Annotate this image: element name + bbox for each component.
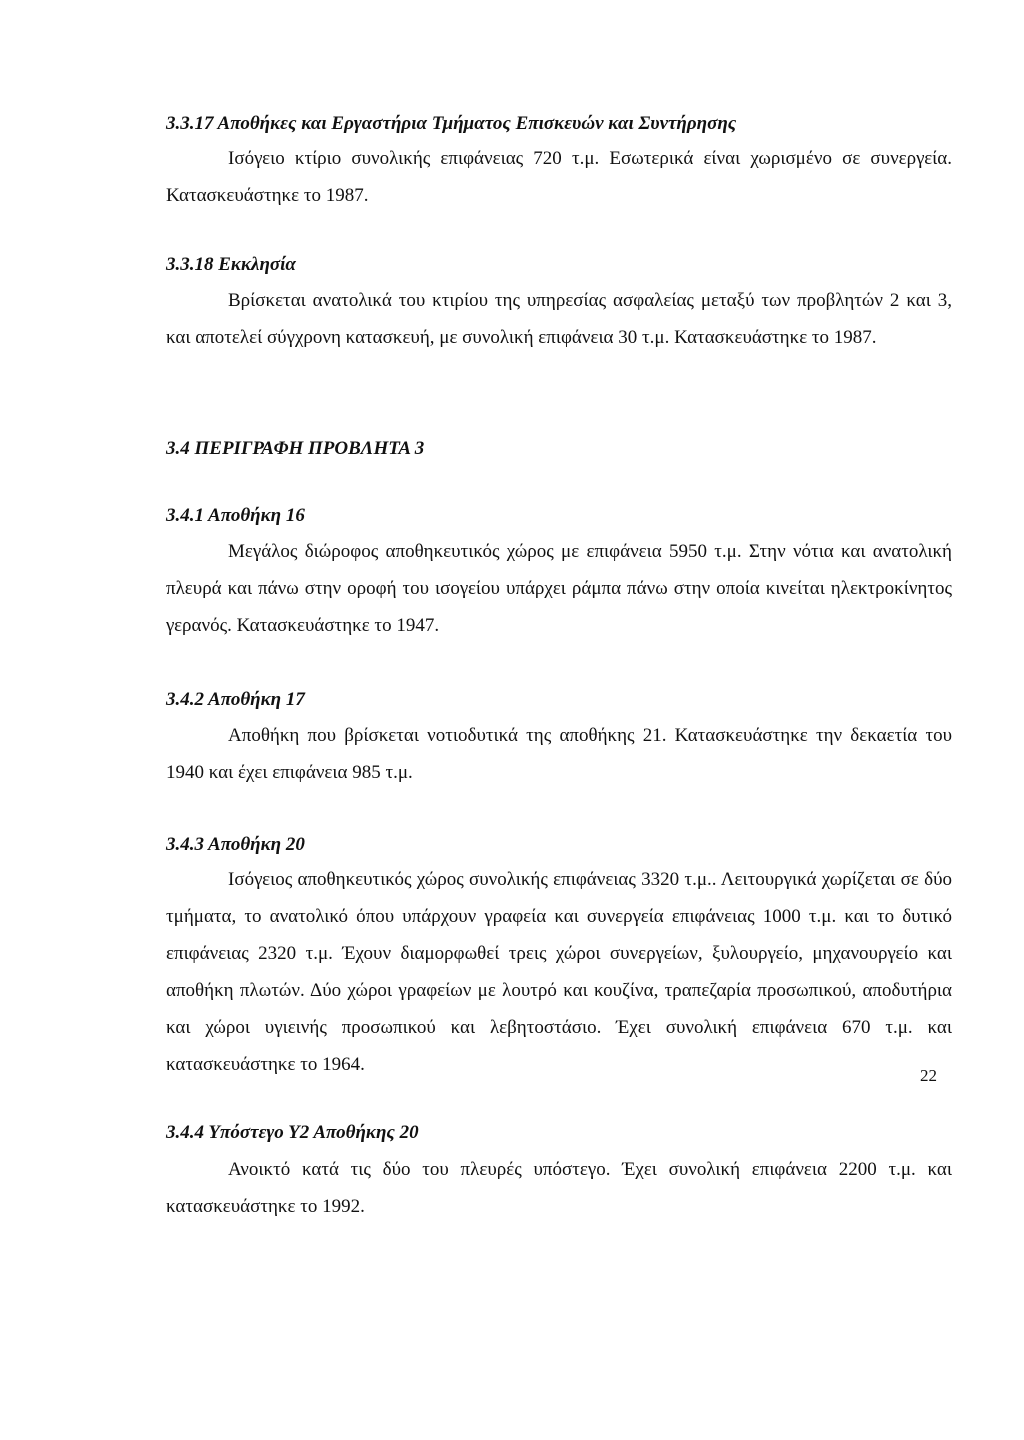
section-text-3-4-4: Ανοικτό κατά τις δύο του πλευρές υπόστεγο. Έχει συνολική επιφάνεια 2200 τ.μ. και κατασκευάστηκε το 1992. bbox=[166, 1159, 952, 1217]
section-heading-3-3-18: 3.3.18 Εκκλησία bbox=[166, 254, 296, 275]
section-heading-3-4: 3.4 ΠΕΡΙΓΡΑΦΗ ΠΡΟΒΛΗΤΑ 3 bbox=[166, 438, 425, 459]
section-heading-3-3-17: 3.3.17 Αποθήκες και Εργαστήρια Τμήματος Επισκευών και Συντήρησης bbox=[166, 113, 737, 134]
page-number: 22 bbox=[920, 1066, 937, 1085]
section-text-3-4-2: Αποθήκη που βρίσκεται νοτιοδυτικά της αποθήκης 21. Κατασκευάστηκε την δεκαετία του 1940 και έχει επιφάνεια 985 τ.μ. bbox=[166, 725, 952, 783]
section-text-3-3-17: Ισόγειο κτίριο συνολικής επιφάνειας 720 τ.μ. Εσωτερικά είναι χωρισμένο σε συνεργεία. Κατασκευάστηκε το 1987. bbox=[166, 148, 952, 206]
section-text-3-3-18: Βρίσκεται ανατολικά του κτιρίου της υπηρεσίας ασφαλείας μεταξύ των προβλητών 2 και 3, και αποτελεί σύγχρονη κατασκευή, με συνολική επιφάνεια 30 τ.μ. Κατασκευάστηκε το 1987. bbox=[166, 290, 952, 348]
section-heading-3-4-2: 3.4.2 Αποθήκη 17 bbox=[166, 689, 305, 710]
section-heading-3-4-4: 3.4.4 Υπόστεγο Υ2 Αποθήκης 20 bbox=[166, 1122, 419, 1143]
section-text-3-4-3: Ισόγειος αποθηκευτικός χώρος συνολικής επιφάνειας 3320 τ.μ.. Λειτουργικά χωρίζεται σε δύο τμήματα, το ανατολικό όπου υπάρχουν γραφεία και συνεργεία επιφάνειας 1000 τ.μ. και το δυτικό επιφάνειας 2320 τ.μ. Έχουν διαμορφωθεί τρεις χώροι συνεργείων, ξυλουργείο, μηχανουργείο και αποθήκη πλωτών. Δύο χώροι γραφείων με λουτρό και κουζίνα, τραπεζαρία προσωπικού, αποδυτήρια και χώροι υγιεινής προσωπικού και λεβητοστάσιο. Έχει συνολική επιφάνεια 670 τ.μ. και κατασκευάστηκε το 1964. bbox=[166, 869, 952, 1075]
section-text-3-4-1: Μεγάλος διώροφος αποθηκευτικός χώρος με επιφάνεια 5950 τ.μ. Στην νότια και ανατολική πλευρά και πάνω στην οροφή του ισογείου υπάρχει ράμπα πάνω στην οποία κινείται ηλεκτροκίνητος γερανός. Κατασκευάστηκε το 1947. bbox=[166, 541, 952, 636]
section-heading-3-4-1: 3.4.1 Αποθήκη 16 bbox=[166, 505, 305, 526]
section-heading-3-4-3: 3.4.3 Αποθήκη 20 bbox=[166, 834, 305, 855]
